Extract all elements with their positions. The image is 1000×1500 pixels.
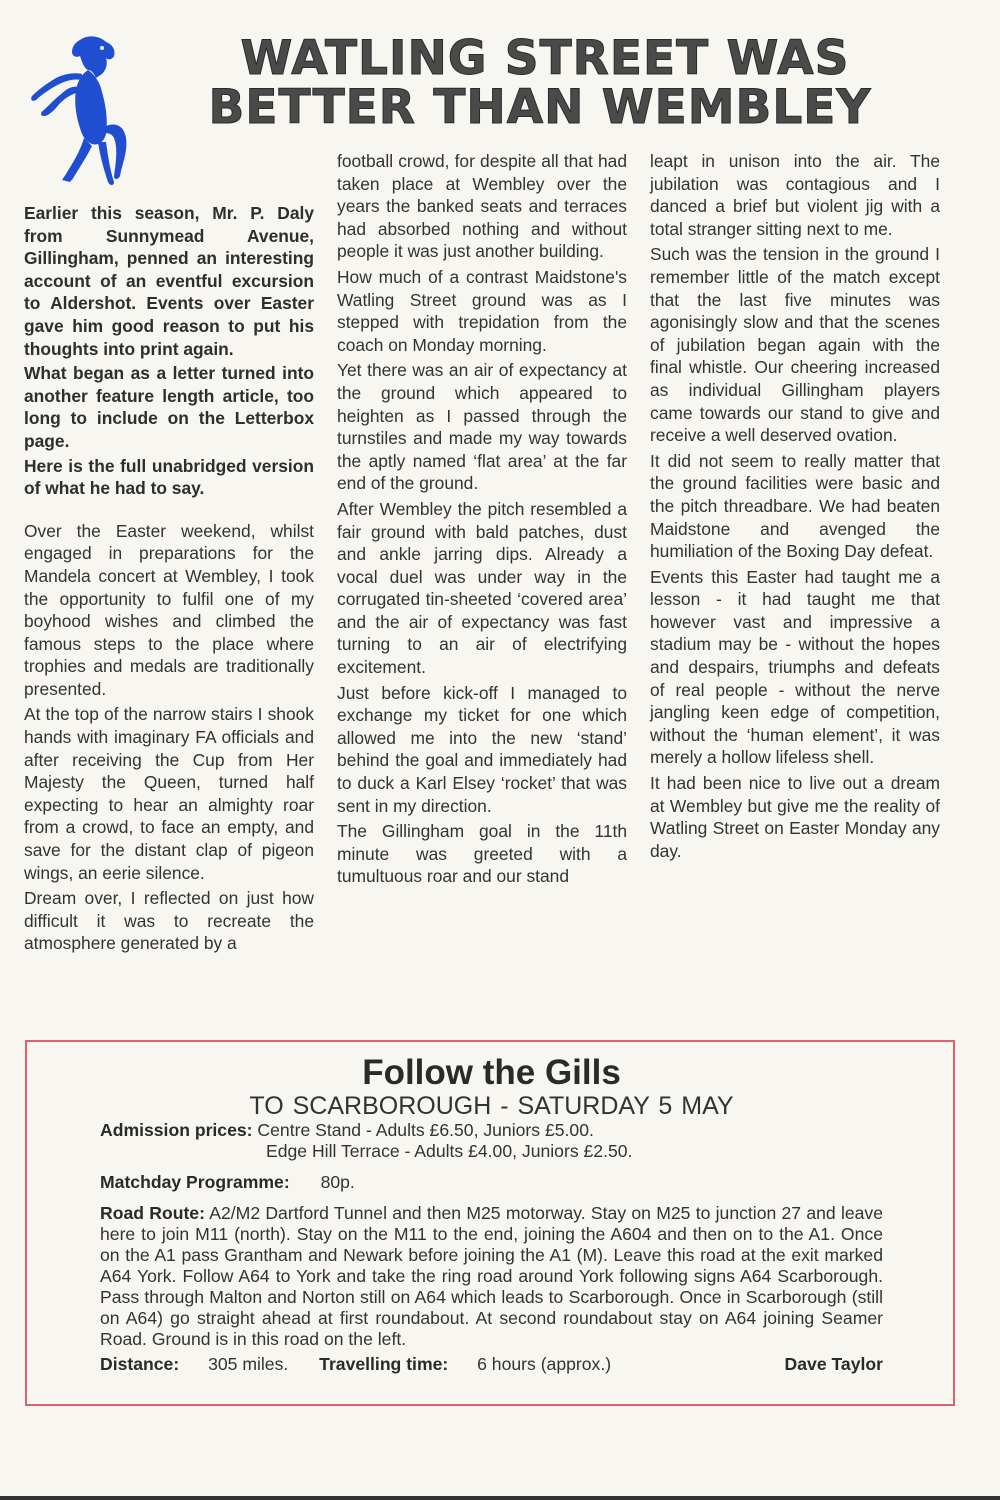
body-paragraph: football crowd, for despite all that had taken place at Wembley over the years the banked seats and terraces had absorbed nothing and without people it was just another building. <box>337 151 627 262</box>
body-paragraph: leapt in unison into the air. The jubilation was contagious and I danced a brief but violent jig with a total stranger sitting next to me. <box>650 151 940 239</box>
intro-standfirst <box>24 202 314 500</box>
title-line-1: WATLING STREET WAS <box>240 31 850 86</box>
admission-line-2: Edge Hill Terrace - Adults £4.00, Juniors £2.50. <box>266 1141 633 1161</box>
column-3 <box>650 150 940 865</box>
intro-paragraph: Here is the full unabridged version of what he had to say. <box>24 455 314 499</box>
distance-value: 305 miles. <box>208 1354 289 1374</box>
title-line-2: BETTER THAN WEMBLEY <box>208 80 872 135</box>
route-label: Road Route: <box>100 1203 205 1223</box>
body-paragraph: How much of a contrast Maidstone's Watling Street ground was as I stepped with trepidation from the coach on Monday morning. <box>337 266 627 355</box>
body-paragraph: At the top of the narrow stairs I shook hands with imaginary FA officials and after receiving the Cup from Her Majesty the Queen, turned half expecting to hear an almighty roar from a crowd, to face an empty, and save for the distant clap of pigeon wings, an eerie silence. <box>24 704 314 883</box>
programme-value: 80p. <box>320 1172 355 1192</box>
body-paragraph: It did not seem to really matter that the ground facilities were basic and the pitch threadbare. We had beaten Maidstone and avenged the humiliation of the Boxing Day defeat. <box>650 450 940 562</box>
footer-row <box>100 1354 883 1375</box>
programme-label: Matchday Programme: <box>100 1172 290 1192</box>
page-bottom-edge <box>0 1496 1000 1500</box>
distance-and-time <box>100 1354 637 1375</box>
body-paragraph: After Wembley the pitch resembled a fair ground with bald patches, dust and ankle jarring dips. Already a vocal duel was under way in the corrugated tin-sheeted ‘covered area’ and the air of expectancy was fast turning to an air of electrifying excitement. <box>337 498 627 678</box>
admission-line-1: Centre Stand - Adults £6.50, Juniors £5.00. <box>257 1120 594 1140</box>
column-1 <box>24 202 314 958</box>
body-paragraph: Events this Easter had taught me a lesson - it had taught me that however vast and impressive a stadium may be - without the hopes and despairs, triumphs and defeats of real people - without the nerve jangling keen edge of competition, without the ‘human element’, it was merely a hollow lifeless shell. <box>650 566 940 768</box>
body-paragraph: Yet there was an air of expectancy at the ground which appeared to heighten as I passed through the turnstiles and made my way towards the aptly named ‘flat area’ at the far end of the ground. <box>337 360 627 494</box>
route-text: A2/M2 Dartford Tunnel and then M25 motorway. Stay on M25 to junction 27 and leave here to join M11 (north). Stay on the M11 to the end, joining the A604 and then on to the A1. Once on the A1 pass Grantham and Newark before joining the A1 (M). Leave this road at the exit marked A64 York. Follow A64 to York and take the ring road around York following signs A64 Scarborough. Pass through Malton and Norton still on A64 which leads to Scarborough. Once in Scarborough (still on A64) go straight ahead at first roundabout. At second roundabout stay on A64 joining Seamer Road. Ground is in this road on the left. <box>100 1203 884 1349</box>
box-subtitle: TO SCARBOROUGH - SATURDAY 5 MAY <box>249 1092 734 1120</box>
follow-the-gills-box <box>25 1040 955 1406</box>
time-value: 6 hours (approx.) <box>477 1354 612 1374</box>
intro-paragraph: Earlier this season, Mr. P. Daly from Sunnymead Avenue, Gillingham, penned an interesting account of an eventful excursion to Aldershot. Events over Easter gave him good reason to put his thoughts into print again. <box>24 203 314 359</box>
rampant-horse-icon <box>22 30 134 190</box>
intro-paragraph: What began as a letter turned into another feature length article, too long to include on the Letterbox page. <box>24 363 314 451</box>
author-credit: Dave Taylor <box>784 1354 883 1374</box>
route-row <box>100 1203 883 1350</box>
column-2 <box>337 150 627 891</box>
admission-row <box>100 1120 883 1141</box>
distance-label: Distance: <box>100 1354 180 1374</box>
article-title <box>190 31 900 135</box>
programme-row <box>100 1172 883 1193</box>
body-paragraph: Such was the tension in the ground I remember little of the match except that the last five minutes was agonisingly slow and that the scenes of jubilation began again with the final whistle. Our cheering increased as individual Gillingham players came towards our stand to give and receive a well deserved ovation. <box>650 244 940 446</box>
body-paragraph: Over the Easter weekend, whilst engaged in preparations for the Mandela concert at Wembley, I took the opportunity to fulfil one of my boyhood wishes and climbed the famous steps to the place where trophies and medals are traditionally presented. <box>24 520 314 699</box>
box-title: Follow the Gills <box>362 1053 621 1092</box>
body-paragraph: The Gillingham goal in the 11th minute was greeted with a tumultuous roar and our stand <box>337 821 627 887</box>
body-paragraph: Dream over, I reflected on just how difficult it was to recreate the atmosphere generated by a <box>24 888 314 954</box>
body-paragraph: It had been nice to live out a dream at Wembley but give me the reality of Watling Street on Easter Monday any day. <box>650 773 940 861</box>
admission-label: Admission prices: <box>100 1120 253 1140</box>
body-paragraph: Just before kick-off I managed to exchange my ticket for one which allowed me into the new ‘stand’ behind the goal and immediately had to duck a Karl Elsey ‘rocket’ that was sent in my direction. <box>337 682 627 816</box>
time-label: Travelling time: <box>319 1354 449 1374</box>
